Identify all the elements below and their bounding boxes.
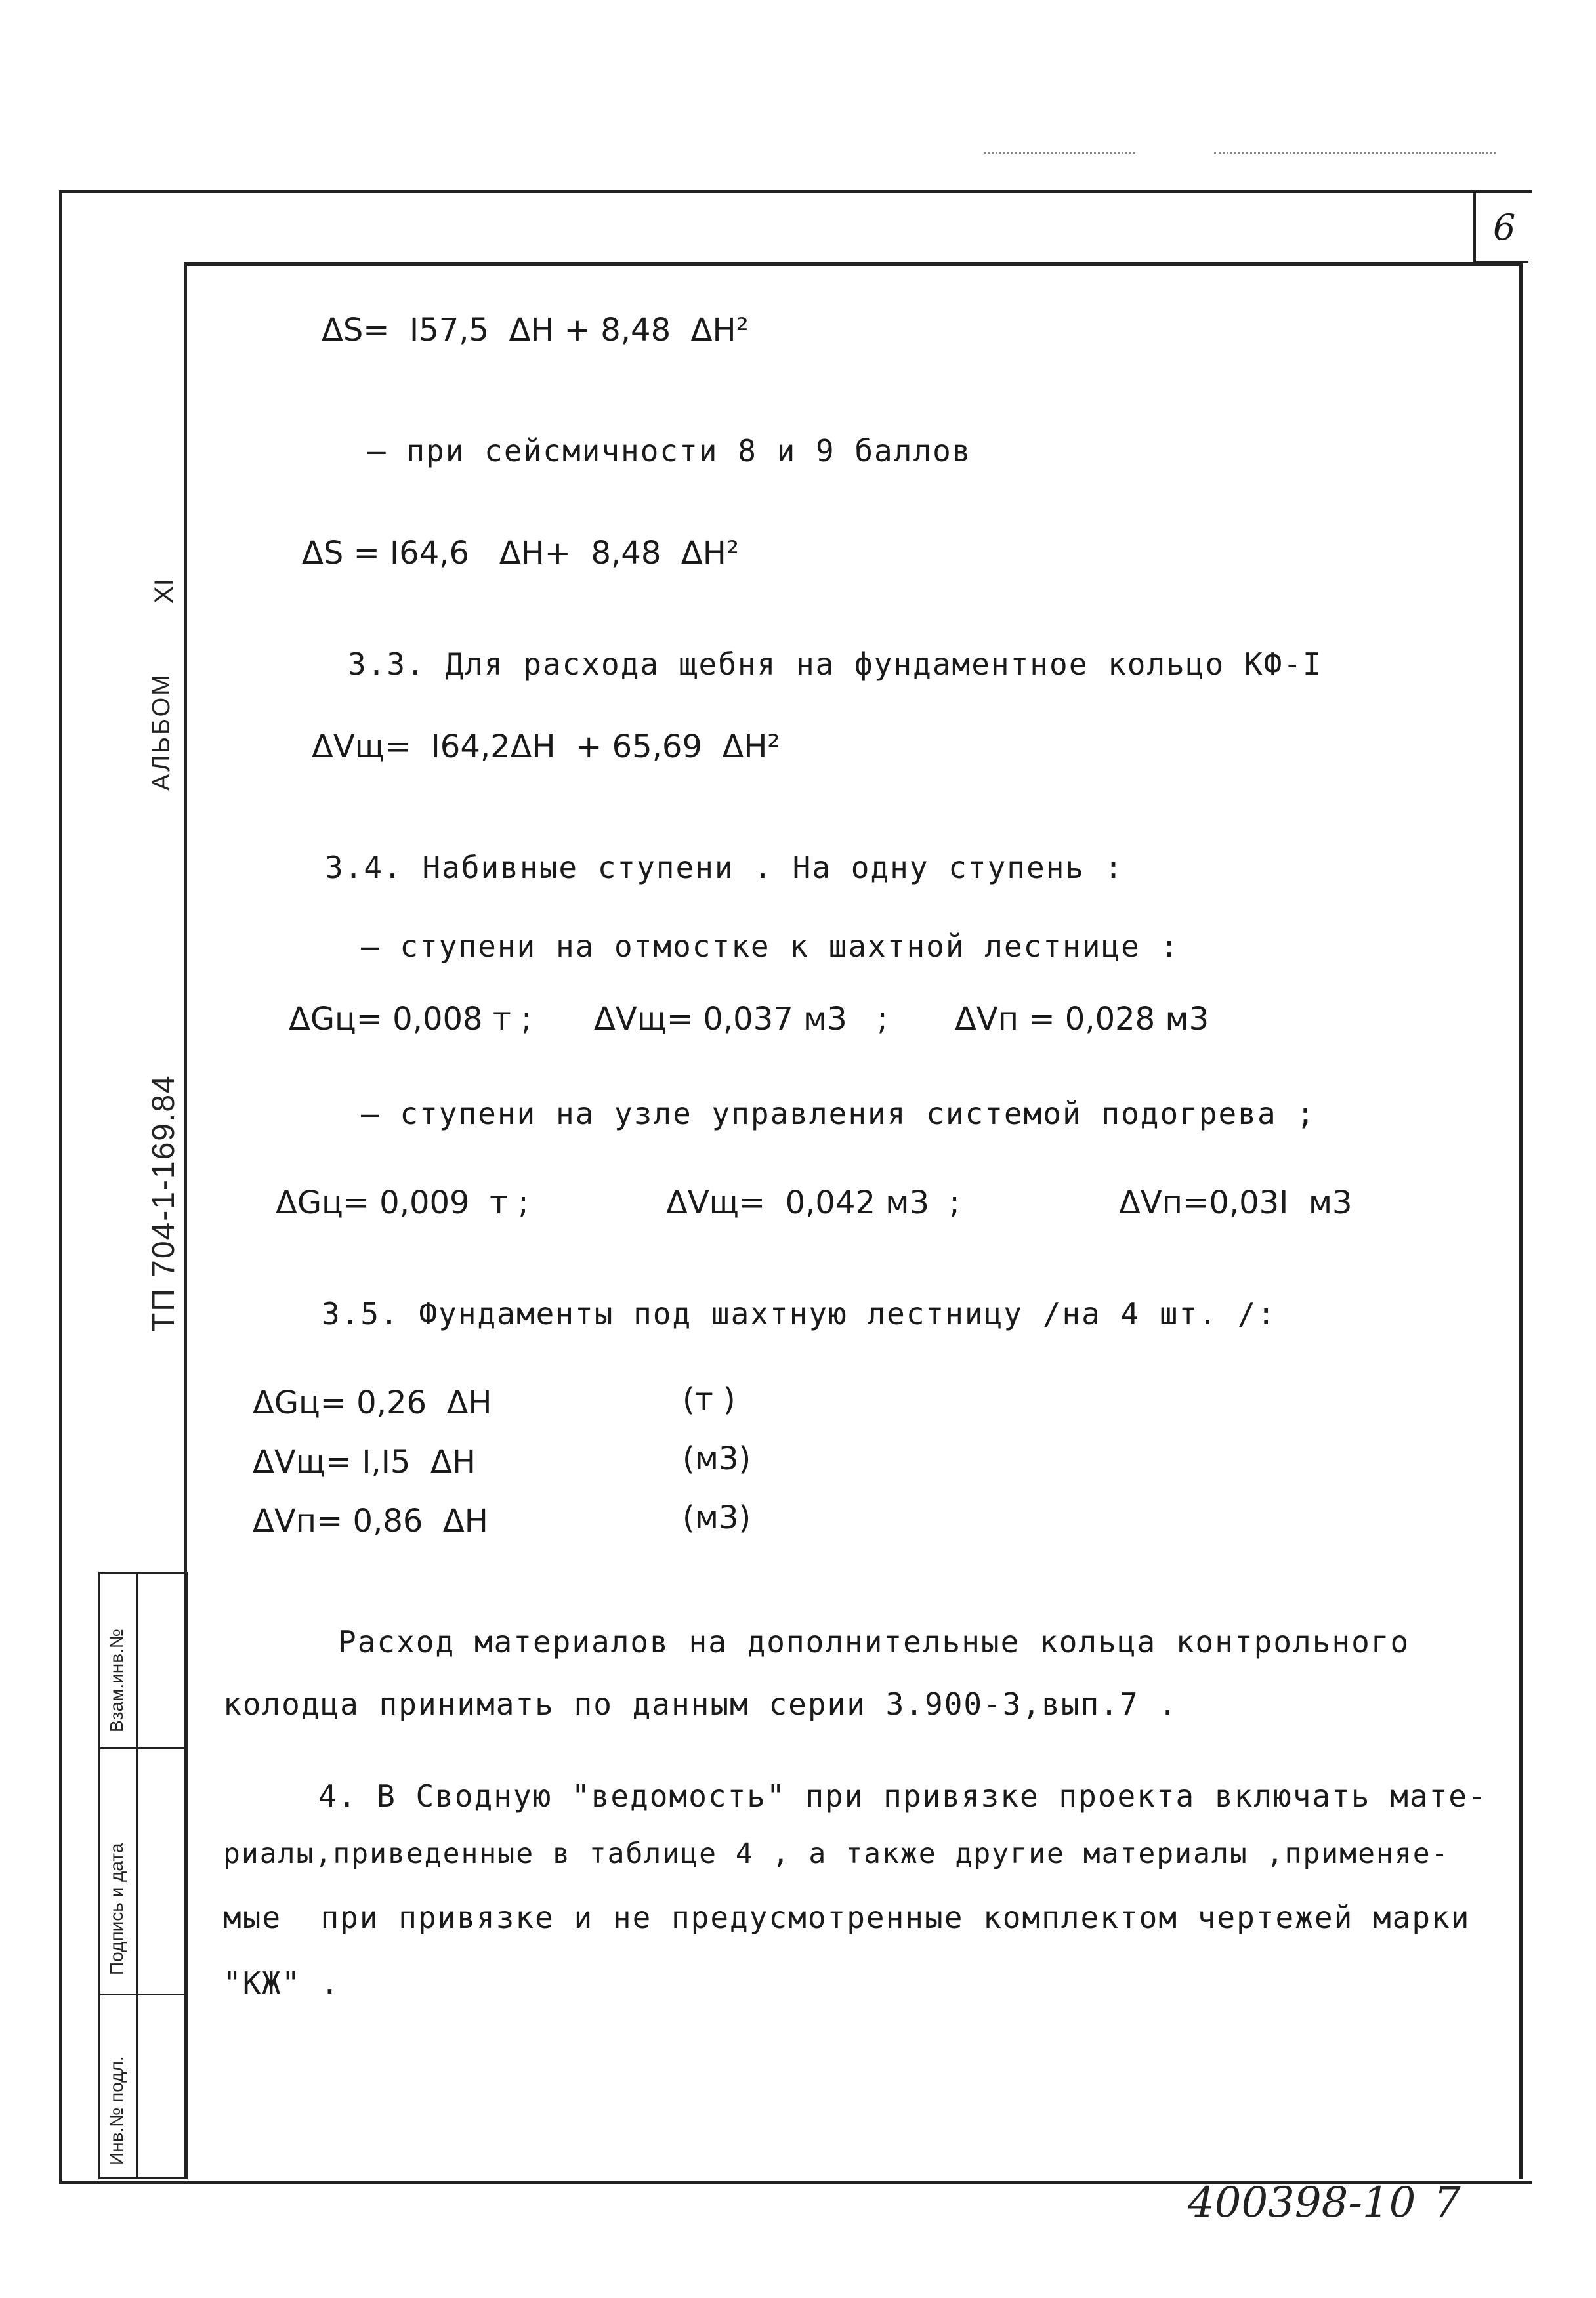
paragraph-2-line-2: риалы,приведенные в таблице 4 , а также другие материалы ,применяе- bbox=[223, 1837, 1450, 1870]
section-3-3-heading: 3.3. Для расхода щебня на фундаментное кольцо КФ-I bbox=[348, 646, 1322, 682]
page-number: 6 bbox=[1493, 207, 1516, 248]
s3-5-row-expr: ΔVщ= I,I5 ΔH bbox=[253, 1444, 476, 1480]
doc-number: 400398-10 bbox=[1188, 2179, 1416, 2227]
s3-5-row-expr: ΔVп= 0,86 ΔH bbox=[253, 1503, 488, 1539]
formula-delta-s-1: ΔS= I57,5 ΔH + 8,48 ΔH² bbox=[322, 312, 749, 348]
paragraph-1-line-1: Расход материалов на дополнительные кольца контрольного bbox=[338, 1624, 1410, 1660]
stamp-field-replace-inv: Взам.инв.№ bbox=[106, 1629, 127, 1732]
sheet-number: 7 bbox=[1434, 2179, 1461, 2227]
scan-dots-top-right bbox=[1214, 152, 1496, 154]
s3-5-row-unit: (м3) bbox=[682, 1440, 751, 1477]
paragraph-1-line-2: колодца принимать по данным серии 3.900-3,вып.7 . bbox=[223, 1686, 1179, 1722]
s3-4-b-value-g: ΔGц= 0,009 т ; bbox=[276, 1184, 529, 1221]
project-code: ТП 704-1-169.84 bbox=[146, 1074, 181, 1332]
section-3-4-heading: 3.4. Набивные ступени . На одну ступень : bbox=[325, 850, 1124, 885]
s3-5-row-unit: (т ) bbox=[682, 1381, 736, 1418]
album-volume: XI bbox=[150, 579, 178, 604]
section-3-5-heading: 3.5. Фундаменты под шахтную лестницу /на 4 шт. /: bbox=[322, 1296, 1277, 1331]
stamp-divider bbox=[100, 1747, 186, 1749]
paragraph-2-line-1: 4. В Сводную "ведомость" при привязке проекта включать мате- bbox=[318, 1778, 1488, 1814]
s3-5-row-expr: ΔGц= 0,26 ΔH bbox=[253, 1385, 492, 1421]
stamp-divider bbox=[100, 1994, 186, 1995]
stamp-field-signature-date: Подпись и дата bbox=[106, 1843, 127, 1975]
s3-4-a-value-g: ΔGц= 0,008 т ; bbox=[289, 1001, 532, 1037]
s3-5-row-unit: (м3) bbox=[682, 1499, 751, 1536]
s3-4-a-value-v-shch: ΔVщ= 0,037 м3 ; bbox=[594, 1001, 888, 1037]
stamp-field-original-inv: Инв.№ подл. bbox=[106, 2056, 127, 2165]
s3-4-b-value-v-shch: ΔVщ= 0,042 м3 ; bbox=[666, 1184, 960, 1221]
seismic-note: – при сейсмичности 8 и 9 баллов bbox=[368, 433, 972, 469]
formula-delta-s-2: ΔS = I64,6 ΔH+ 8,48 ΔH² bbox=[302, 535, 740, 572]
stamp-divider bbox=[136, 1574, 138, 2177]
section-3-4-item-a: – ступени на отмостке к шахтной лестнице : bbox=[361, 929, 1180, 964]
album-label: АЛЬБОМ bbox=[148, 673, 175, 791]
scan-dots-top bbox=[984, 152, 1135, 154]
paragraph-2-line-3: мые при привязке и не предусмотренные комплектом чертежей марки bbox=[223, 1900, 1471, 1935]
paragraph-2-line-4: "КЖ" . bbox=[223, 1965, 341, 2001]
section-3-4-item-b: – ступени на узле управления системой подогрева ; bbox=[361, 1096, 1316, 1131]
s3-4-a-value-v-p: ΔVп = 0,028 м3 bbox=[955, 1001, 1209, 1037]
s3-4-b-value-v-p: ΔVп=0,03I м3 bbox=[1119, 1184, 1353, 1221]
formula-delta-v-shch: ΔVщ= I64,2ΔH + 65,69 ΔH² bbox=[312, 728, 780, 765]
